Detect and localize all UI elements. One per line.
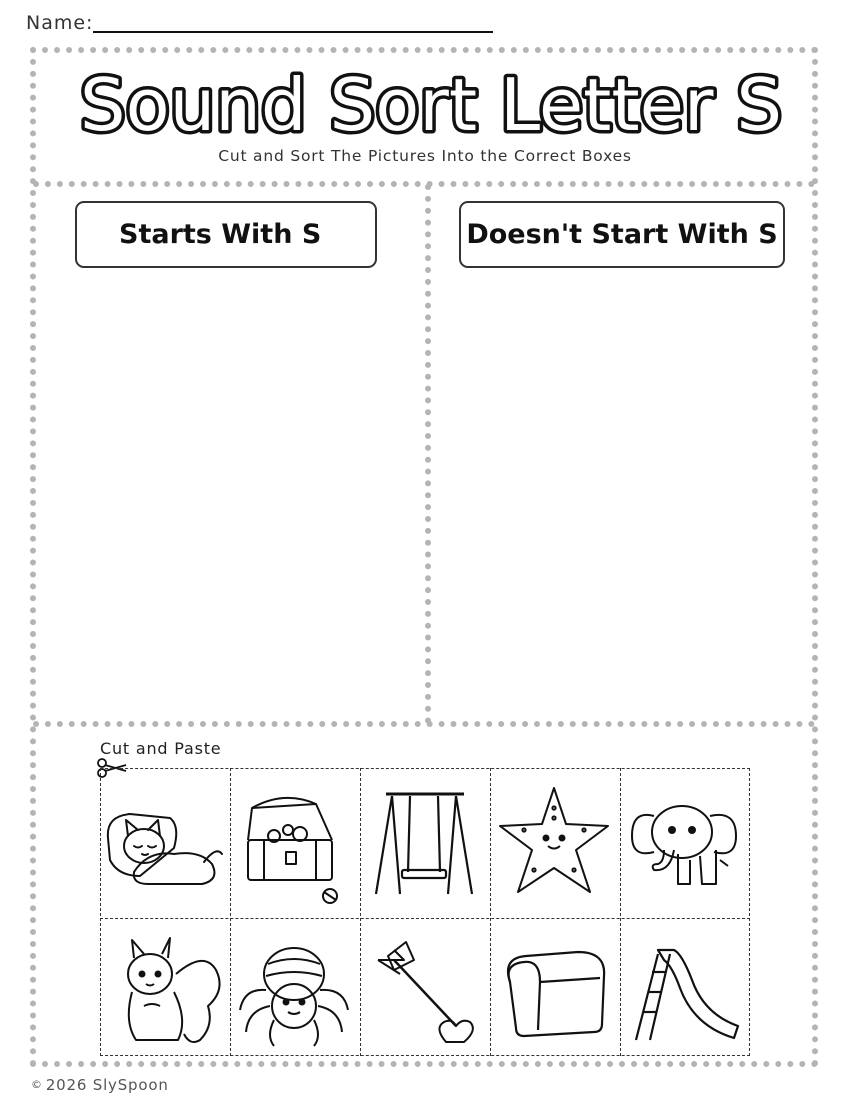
swing-icon — [364, 780, 486, 908]
column-separator — [425, 184, 431, 724]
slide-icon — [624, 930, 746, 1058]
cut-and-paste-label: Cut and Paste — [100, 739, 222, 758]
spider-icon — [234, 930, 356, 1058]
picture-card-squirrel[interactable] — [100, 920, 230, 1068]
picture-card-slide[interactable] — [620, 920, 750, 1068]
sleeping-cat-icon — [104, 780, 226, 908]
copyright-symbol: © — [31, 1078, 43, 1091]
starfish-icon — [494, 780, 616, 908]
bread-icon — [494, 930, 616, 1058]
picture-card-elephant[interactable] — [620, 770, 750, 918]
picture-card-sleeping-cat[interactable] — [100, 770, 230, 918]
elephant-icon — [624, 780, 746, 908]
page-title — [0, 58, 850, 148]
picture-card-bread[interactable] — [490, 920, 620, 1068]
copyright-text: 2026 SlySpoon — [45, 1076, 169, 1094]
doesnt-start-with-s-label: Doesn't Start With S — [459, 201, 785, 268]
arrow-icon — [364, 930, 486, 1058]
page-title-text: Sound Sort Letter S — [79, 63, 783, 147]
cut-section-separator — [33, 721, 815, 727]
grid-divider — [100, 918, 750, 919]
picture-card-spider[interactable] — [230, 920, 360, 1068]
name-line[interactable] — [93, 31, 493, 33]
picture-card-starfish[interactable] — [490, 770, 620, 918]
page-subtitle: Cut and Sort The Pictures Into the Correct Boxes — [218, 147, 632, 165]
squirrel-icon — [104, 930, 226, 1058]
name-label: Name: — [26, 12, 94, 34]
copyright-footer — [31, 1076, 169, 1094]
picture-card-arrow[interactable] — [360, 920, 490, 1068]
treasure-chest-icon — [234, 780, 356, 908]
title-separator — [33, 181, 815, 187]
starts-with-s-label: Starts With S — [75, 201, 377, 268]
picture-card-swing[interactable] — [360, 770, 490, 918]
picture-card-treasure-chest[interactable] — [230, 770, 360, 918]
